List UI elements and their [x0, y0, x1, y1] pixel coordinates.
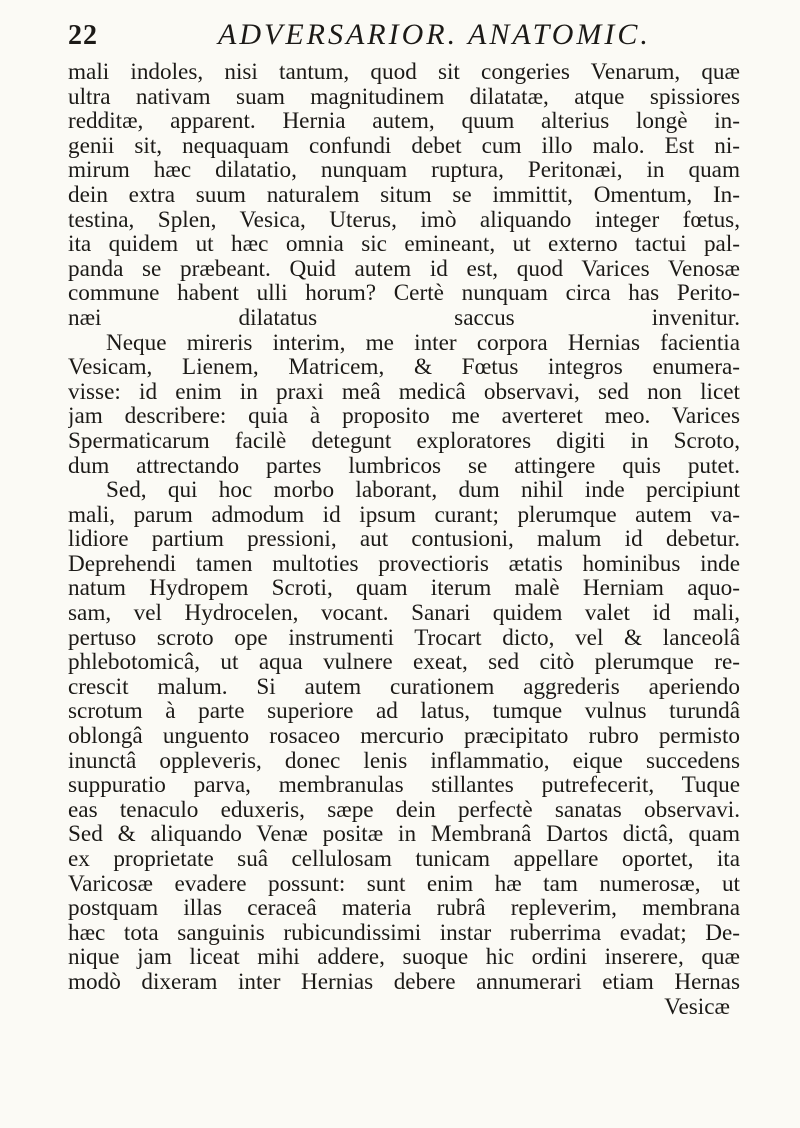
text-line: genii sit, nequaquam confundi debet cum illo malo. Est ni- — [68, 133, 740, 159]
text-line: Spermaticarum facilè detegunt exploratores digiti in Scroto, — [68, 428, 740, 454]
text-line: scrotum à parte superiore ad latus, tumque vulnus turundâ — [68, 699, 740, 725]
text-line: Vesicam, Lienem, Matricem, & Fœtus integros enumera- — [68, 355, 740, 380]
text-line: testina, Splen, Vesica, Uterus, imò aliquando integer fœtus, — [68, 207, 740, 233]
text-line: natum Hydropem Scroti, quam iterum malè Herniam aquo- — [68, 576, 740, 602]
text-line: dein extra suum naturalem situm se immittit, Omentum, In- — [68, 182, 740, 208]
text-line: inunctâ oppleveris, donec lenis inflammatio, eique succedens — [68, 748, 740, 774]
text-line: Varicosæ evadere possunt: sunt enim hæ tam numerosæ, ut — [68, 871, 740, 897]
text-line: pertuso scroto ope instrumenti Trocart dicto, vel & lanceolâ — [68, 625, 740, 651]
text-line: mali indoles, nisi tantum, quod sit congeries Venarum, quæ — [68, 60, 740, 85]
text-line: phlebotomicâ, ut aqua vulnere exeat, sed citò plerumque re- — [68, 650, 740, 675]
text-line: sam, vel Hydrocelen, vocant. Sanari quidem valet id mali, — [68, 601, 740, 626]
catchword: Vesicæ — [664, 994, 730, 1020]
text-line: redditæ, apparent. Hernia autem, quum alterius longè in- — [68, 109, 740, 134]
text-line: crescit malum. Si autem curationem aggrederis aperiendo — [68, 674, 740, 700]
text-line: Neque mireris interim, me inter corpora Hernias facientia — [106, 330, 740, 356]
text-line: oblongâ unguento rosaceo mercurio præcipitato rubro permisto — [68, 724, 740, 749]
text-line: visse: id enim in praxi meâ medicâ observavi, sed non licet — [68, 379, 740, 405]
text-line: Sed & aliquando Venæ positæ in Membranâ Dartos dictâ, quam — [68, 822, 740, 847]
text-line: mirum hæc dilatatio, nunquam ruptura, Peritonæi, in quam — [68, 158, 740, 183]
text-line: panda se præbeant. Quid autem id est, quod Varices Venosæ — [68, 256, 740, 282]
text-line: suppuratio parva, membranulas stillantes putrefecerit, Tuque — [68, 773, 740, 798]
text-line: lidiore partium pressioni, aut contusioni, malum id debetur. — [68, 527, 740, 552]
text-line: eas tenaculo eduxeris, sæpe dein perfectè sanatas observavi. — [68, 797, 740, 823]
text-line: modò dixeram inter Hernias debere annumerari etiam Hernas — [68, 969, 740, 995]
text-line: nique jam liceat mihi addere, suoque hic ordini inserere, quæ — [68, 945, 740, 970]
text-line: ita quidem ut hæc omnia sic emineant, ut externo tactui pal- — [68, 232, 740, 257]
running-head: ADVERSARIOR. ANATOMIC. — [218, 18, 651, 51]
page-number: 22 — [68, 20, 98, 51]
text-line: jam describere: quia à proposito me averteret meo. Varices — [68, 404, 740, 429]
body-text — [68, 60, 740, 1019]
text-line: ultra nativam suam magnitudinem dilatatæ, atque spissiores — [68, 84, 740, 110]
text-line: commune habent ulli horum? Certè nunquam circa has Perito- — [68, 281, 740, 306]
text-line: ex proprietate suâ cellulosam tunicam appellare oportet, ita — [68, 847, 740, 872]
text-line: næi dilatatus saccus invenitur. — [68, 305, 740, 331]
text-line: hæc tota sanguinis rubicundissimi instar ruberrima evadat; De- — [68, 920, 740, 946]
text-line: dum attrectando partes lumbricos se attingere quis putet. — [68, 453, 740, 479]
text-line: postquam illas ceraceâ materia rubrâ repleverim, membrana — [68, 896, 740, 921]
text-line: Deprehendi tamen multoties provectioris ætatis hominibus inde — [68, 551, 740, 577]
text-line: Sed, qui hoc morbo laborant, dum nihil inde percipiunt — [106, 478, 740, 503]
page-header — [68, 14, 728, 58]
text-line: mali, parum admodum id ipsum curant; plerumque autem va- — [68, 502, 740, 528]
